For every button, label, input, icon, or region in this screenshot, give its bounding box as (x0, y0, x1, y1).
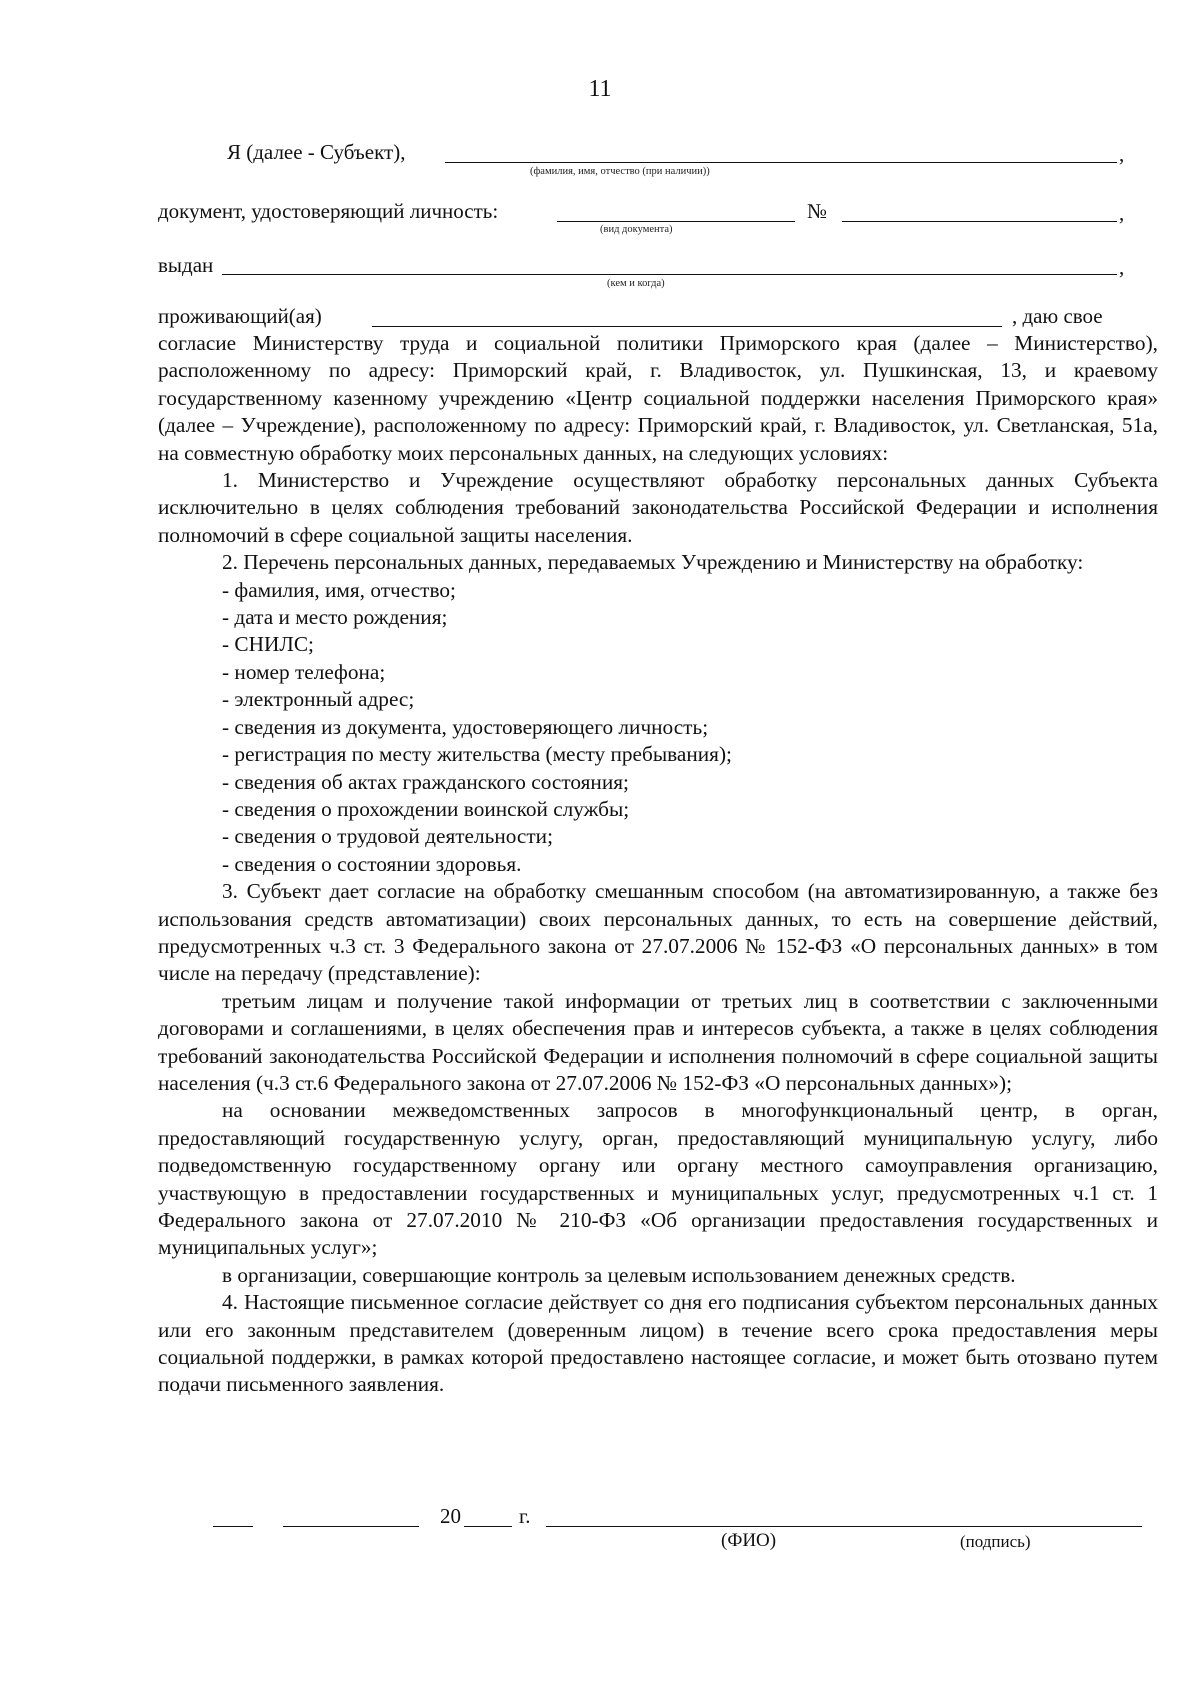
list-item: - сведения из документа, удостоверяющего личность; (222, 714, 709, 739)
residing-label: проживающий(ая) (158, 304, 322, 328)
paragraph-3c: в организации, совершающие контроль за целевым использованием денежных средств. (222, 1262, 1016, 1287)
subject-comma: , (1119, 142, 1125, 166)
subject-name-field[interactable] (445, 162, 1117, 163)
list-item: - электронный адрес; (222, 687, 415, 712)
list-item: - дата и место рождения; (222, 605, 448, 630)
personal-data-list (158, 577, 1158, 878)
day-field[interactable] (213, 1526, 253, 1527)
list-item: - сведения об актах гражданского состояния; (222, 769, 629, 794)
paragraph-3b: на основании межведомственных запросов в многофункциональный центр, в орган, предоставляющий государственную услугу, орган, предоставляющий муниципальную услугу, либо подведомственную государственному органу или органу местного самоуправления организацию, участвующую в предоставлении государственных и муниципальных услуг, предусмотренных ч.1 ст. 1 Федерального закона от 27.07.2010 № 210-ФЗ «Об организации предоставления государственных и муниципальных услуг»; (158, 1098, 1158, 1260)
document-caption: (вид документа) (600, 224, 673, 235)
subject-caption: (фамилия, имя, отчество (при наличии)) (530, 166, 710, 177)
year-prefix: 20 (440, 1504, 461, 1528)
document-comma: , (1119, 201, 1125, 225)
issued-label: выдан (158, 253, 214, 277)
paragraph-3: 3. Субъект дает согласие на обработку смешанным способом (на автоматизированную, а также без использования средств автоматизации) своих персональных данных, то есть на совершение действий, предусмотренных ч.3 ст. 3 Федерального закона от 27.07.2006 № 152-ФЗ «О персональных данных» в том числе на передачу (представление): (158, 879, 1158, 986)
paragraph-2: 2. Перечень персональных данных, передаваемых Учреждению и Министерству на обработку: (222, 550, 1084, 575)
year-suffix: г. (519, 1504, 531, 1528)
issued-comma: , (1119, 255, 1125, 279)
paragraph-3a: третьим лицам и получение такой информации от третьих лиц в соответствии с заключенными договорами и соглашениями, в целях обеспечения прав и интересов субъекта, а также в целях соблюдения требований законодательства Российской Федерации и исполнения полномочий в сфере социальной защиты населения (ч.3 ст.6 Федерального закона от 27.07.2006 № 152-ФЗ «О персональных данных»); (158, 988, 1158, 1095)
signature-caption: (подпись) (960, 1532, 1031, 1551)
consent-start: , даю свое (1012, 304, 1103, 328)
list-item: - регистрация по месту жительства (месту пребывания); (222, 742, 732, 767)
intro-text: согласие Министерству труда и социальной политики Приморского края (далее – Министерство), расположенному по адресу: Приморский край, г. Владивосток, ул. Пушкинская, 13, и краевому государственному казенному учреждению «Центр социальной поддержки населения Приморского края» (далее – Учреждение), расположенному по адресу: Приморский край, г. Владивосток, ул. Светланская, 51а, на совместную обработку моих персональных данных, на следующих условиях: (158, 331, 1158, 465)
list-item: - сведения о прохождении воинской службы; (222, 796, 630, 821)
number-sign: № (807, 199, 828, 223)
issued-caption: (кем и когда) (607, 278, 665, 289)
list-item: - СНИЛС; (222, 632, 314, 657)
fio-signature-field[interactable] (546, 1526, 1142, 1527)
list-item: - фамилия, имя, отчество; (222, 577, 456, 602)
issued-by-field[interactable] (222, 274, 1117, 275)
document-number-field[interactable] (842, 221, 1117, 222)
list-item: - сведения о состоянии здоровья. (222, 851, 522, 876)
document-label: документ, удостоверяющий личность: (158, 199, 499, 223)
residence-field[interactable] (372, 326, 1002, 327)
year-field[interactable] (464, 1526, 512, 1527)
month-field[interactable] (283, 1526, 419, 1527)
paragraph-4: 4. Настоящие письменное согласие действует со дня его подписания субъектом персональных данных или его законным представителем (доверенным лицом) в течение всего срока предоставления меры социальной поддержки, в рамках которой предоставлено настоящее согласие, и может быть отозвано путем подачи письменного заявления. (158, 1290, 1158, 1397)
paragraph-1: 1. Министерство и Учреждение осуществляют обработку персональных данных Субъекта исключительно в целях соблюдения требований законодательства Российской Федерации и исполнения полномочий в сфере социальной защиты населения. (158, 468, 1158, 547)
subject-label: Я (далее - Субъект), (227, 140, 406, 164)
list-item: - номер телефона; (222, 659, 386, 684)
page-number: 11 (588, 76, 612, 102)
fio-caption: (ФИО) (721, 1530, 777, 1551)
consent-body (158, 330, 1158, 1399)
document-type-field[interactable] (557, 221, 795, 222)
list-item: - сведения о трудовой деятельности; (222, 824, 553, 849)
